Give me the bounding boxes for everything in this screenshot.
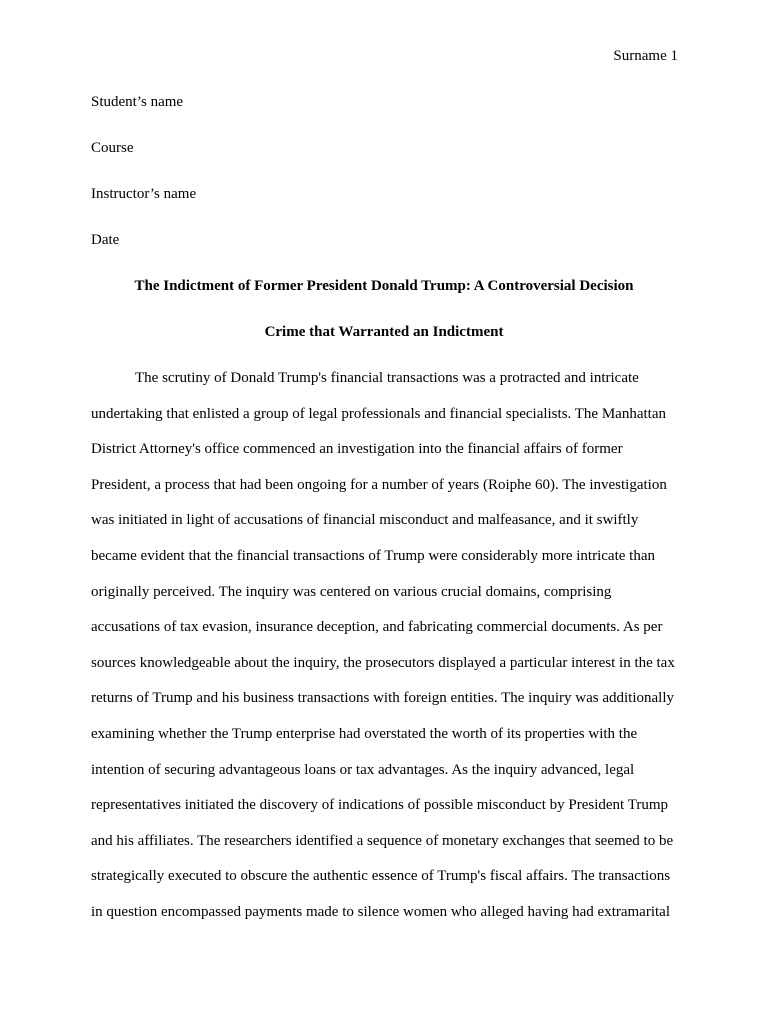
paragraph-line: originally perceived. The inquiry was centered on various crucial domains, comprising — [91, 583, 612, 600]
paragraph-line: returns of Trump and his business transactions with foreign entities. The inquiry was additionally — [91, 690, 674, 707]
paragraph-line: President, a process that had been ongoing for a number of years (Roiphe 60). The investigation — [91, 476, 667, 493]
paragraph-line: and his affiliates. The researchers identified a sequence of monetary exchanges that seemed to be — [91, 832, 674, 849]
paragraph-line: District Attorney's office commenced an investigation into the financial affairs of former — [91, 441, 623, 458]
paragraph-line: became evident that the financial transactions of Trump were considerably more intricate than — [91, 547, 655, 564]
paragraph-line: The scrutiny of Donald Trump's financial transactions was a protracted and intricate — [135, 370, 639, 386]
paragraph-line: in question encompassed payments made to silence women who alleged having had extramarital — [91, 903, 670, 920]
paragraph-line: representatives initiated the discovery of indications of possible misconduct by President Trump — [91, 797, 668, 814]
paragraph-line: intention of securing advantageous loans or tax advantages. As the inquiry advanced, legal — [91, 761, 635, 778]
paragraph-line: was initiated in light of accusations of financial misconduct and malfeasance, and it swiftly — [91, 512, 639, 529]
instructor-name: Instructor’s name — [91, 186, 197, 202]
body-paragraph — [91, 369, 679, 939]
page-header-surname: Surname 1 — [613, 48, 678, 64]
date: Date — [91, 232, 120, 248]
section-heading: Crime that Warranted an Indictment — [264, 324, 504, 340]
mla-heading — [91, 93, 677, 277]
document-title: The Indictment of Former President Donald Trump: A Controversial Decision — [134, 278, 634, 294]
paragraph-line: examining whether the Trump enterprise had overstated the worth of its properties with the — [91, 725, 638, 742]
student-name: Student’s name — [91, 94, 184, 110]
paragraph-line: accusations of tax evasion, insurance deception, and fabricating commercial documents. As per — [91, 619, 663, 636]
paragraph-line: strategically executed to obscure the authentic essence of Trump's fiscal affairs. The transactions — [91, 868, 671, 885]
course-name: Course — [91, 140, 134, 156]
paragraph-line: undertaking that enlisted a group of legal professionals and financial specialists. The Manhattan — [91, 405, 666, 422]
paragraph-line: sources knowledgeable about the inquiry, the prosecutors displayed a particular interest in the tax — [91, 654, 675, 671]
